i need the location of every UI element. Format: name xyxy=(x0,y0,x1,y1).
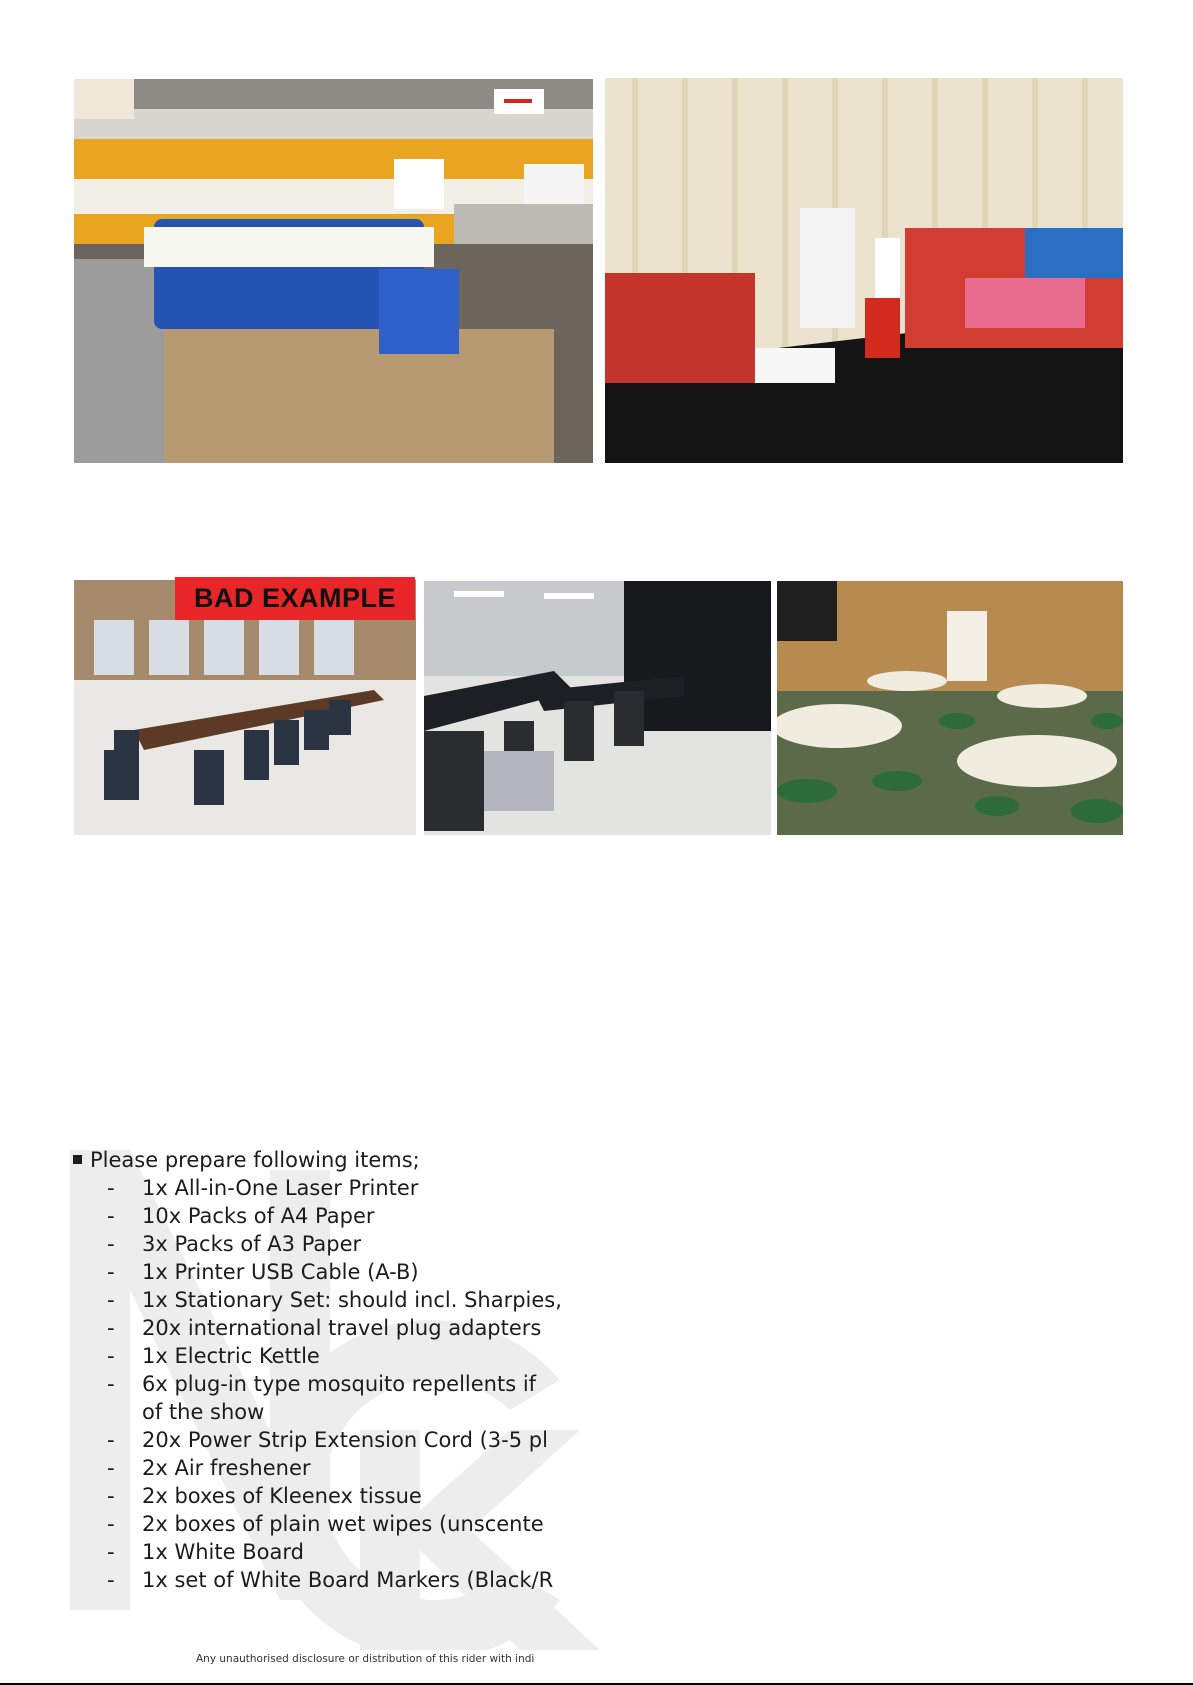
list-item-text: 6x plug-in type mosquito repellents if xyxy=(142,1372,537,1396)
list-item-text: 1x Electric Kettle xyxy=(142,1344,320,1368)
list-item-text: 1x set of White Board Markers (Black/R xyxy=(142,1568,554,1592)
photo-snack-table xyxy=(605,78,1123,463)
list-dash: - xyxy=(107,1232,115,1256)
list-dash: - xyxy=(107,1512,115,1536)
list-item-text: 2x Air freshener xyxy=(142,1456,311,1480)
footer-disclaimer: Any unauthorised disclosure or distribution of this rider with indi xyxy=(196,1653,535,1665)
list-item-text: 20x Power Strip Extension Cord (3-5 pl xyxy=(142,1428,548,1452)
list-item-text: 2x boxes of Kleenex tissue xyxy=(142,1484,422,1508)
checklist-intro-text: Please prepare following items; xyxy=(90,1148,420,1172)
bullet-square-icon xyxy=(73,1155,82,1164)
list-item-text: 3x Packs of A3 Paper xyxy=(142,1232,362,1256)
list-dash: - xyxy=(107,1260,115,1284)
checklist-intro xyxy=(73,1146,420,1174)
list-dash: - xyxy=(107,1204,115,1228)
list-dash: - xyxy=(107,1456,115,1480)
list-item-text: 1x Stationary Set: should incl. Sharpies, xyxy=(142,1288,562,1312)
photo-drinks-cooler xyxy=(74,79,593,463)
list-dash: - xyxy=(107,1372,115,1396)
list-item-text: 20x international travel plug adapters xyxy=(142,1316,542,1340)
list-dash: - xyxy=(107,1288,115,1312)
list-dash: - xyxy=(107,1484,115,1508)
bad-example-label: BAD EXAMPLE xyxy=(175,577,415,620)
list-item-text: 1x All-in-One Laser Printer xyxy=(142,1176,419,1200)
list-dash: - xyxy=(107,1428,115,1452)
list-item-text: 2x boxes of plain wet wipes (unscente xyxy=(142,1512,544,1536)
list-item-text: of the show xyxy=(142,1400,265,1424)
list-dash: - xyxy=(107,1176,115,1200)
list-dash: - xyxy=(107,1344,115,1368)
list-dash: - xyxy=(107,1568,115,1592)
photo-cafeteria xyxy=(777,581,1123,835)
list-item-text: 1x Printer USB Cable (A-B) xyxy=(142,1260,419,1284)
photo-catering-room xyxy=(424,581,771,835)
list-item-text: 1x White Board xyxy=(142,1540,304,1564)
list-item-text: 10x Packs of A4 Paper xyxy=(142,1204,375,1228)
list-dash: - xyxy=(107,1540,115,1564)
list-dash: - xyxy=(107,1316,115,1340)
checklist-items xyxy=(0,1174,590,1594)
